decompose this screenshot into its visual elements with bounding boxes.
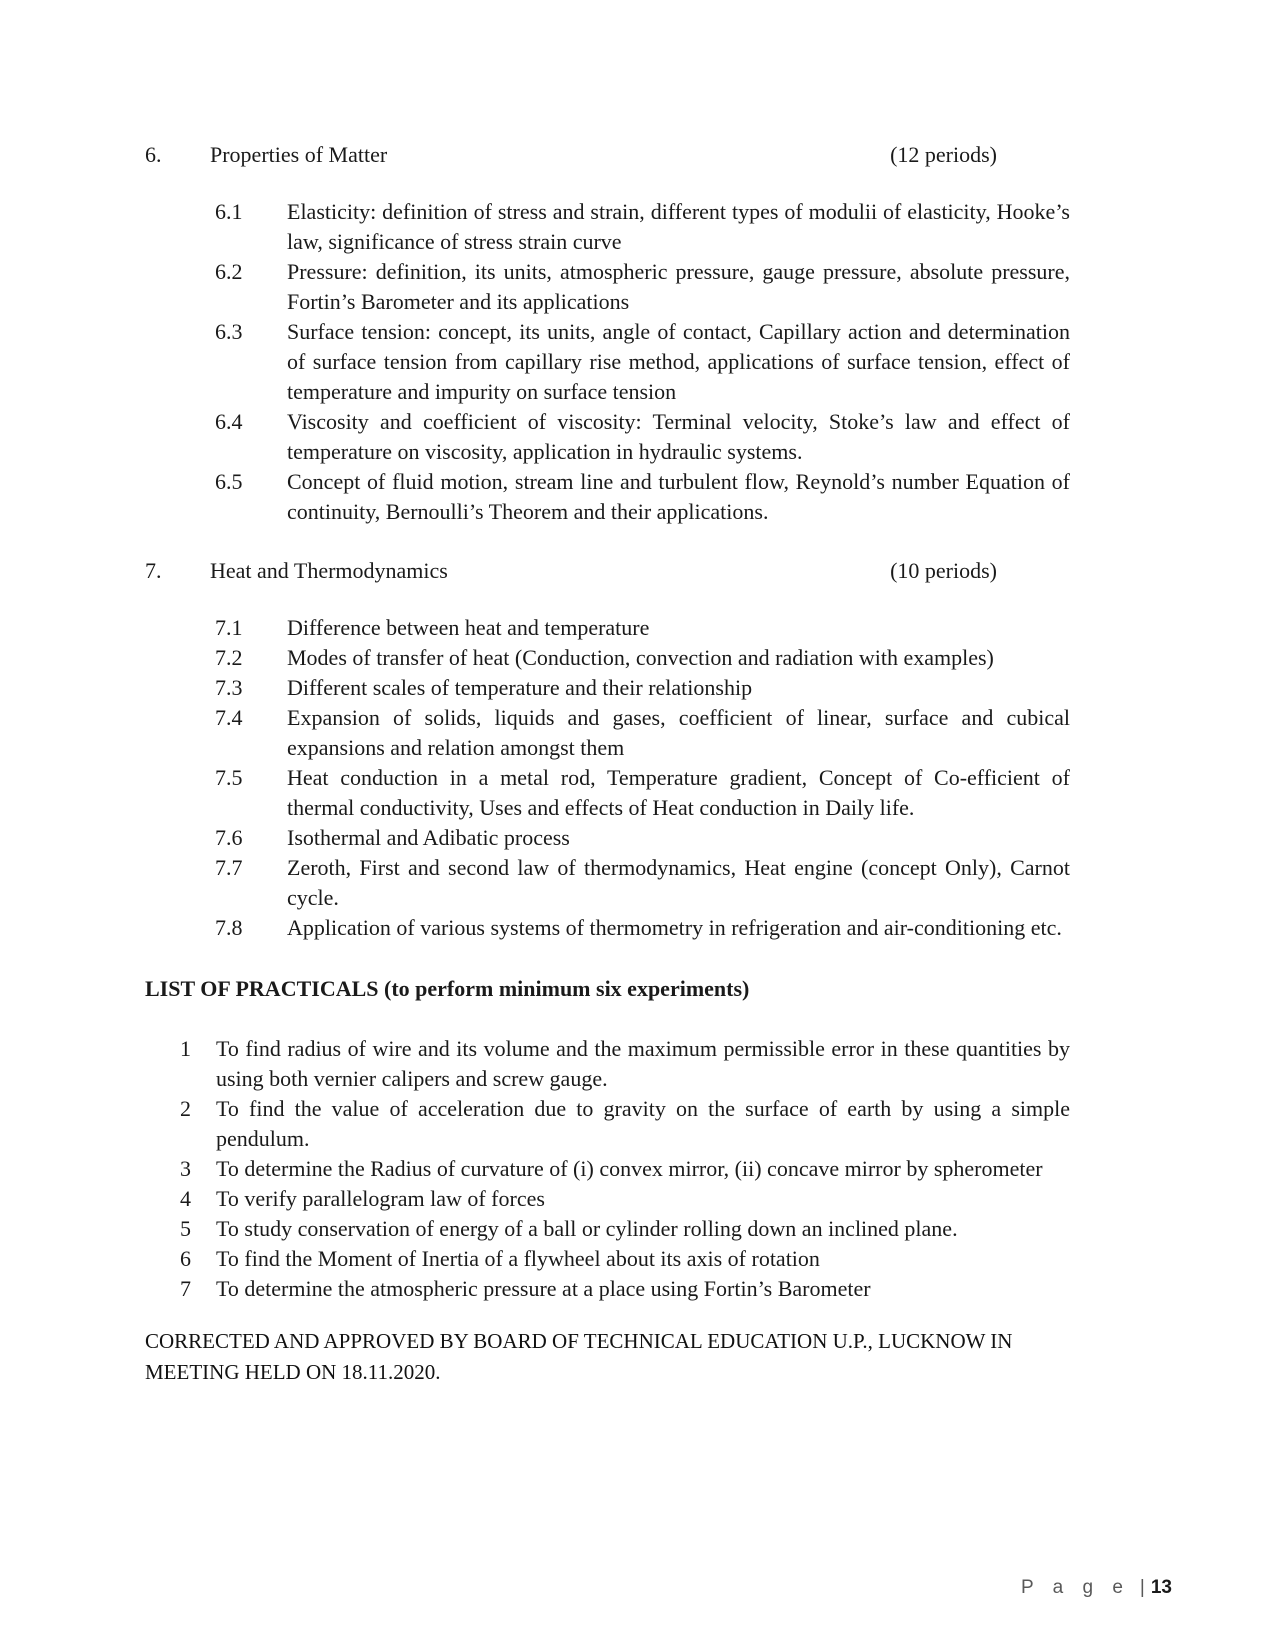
approval-note: CORRECTED AND APPROVED BY BOARD OF TECHNICAL EDUCATION U.P., LUCKNOW IN MEETING HELD ON 18.11.2020. — [145, 1329, 1013, 1384]
item-text: Elasticity: definition of stress and strain, different types of modulii of elasticity, Hooke’s law, significance of stress strain curve — [287, 199, 1070, 254]
practical-text: To verify parallelogram law of forces — [216, 1186, 545, 1211]
item-number: 6.1 — [215, 199, 243, 224]
syllabus-item — [215, 853, 1070, 913]
practical-text: To find radius of wire and its volume and the maximum permissible error in these quantities by using both vernier calipers and screw gauge. — [216, 1036, 1070, 1091]
section-heading — [145, 140, 1070, 170]
item-text: Heat conduction in a metal rod, Temperature gradient, Concept of Co-efficient of thermal conductivity, Uses and effects of Heat conduction in Daily life. — [287, 765, 1070, 820]
item-text: Isothermal and Adibatic process — [287, 825, 570, 850]
practical-item — [180, 1184, 1070, 1214]
item-number: 7.4 — [215, 705, 243, 730]
item-number: 7.8 — [215, 915, 243, 940]
practical-number: 5 — [180, 1216, 191, 1241]
section-items — [145, 613, 1070, 943]
practical-text: To determine the Radius of curvature of (i) convex mirror, (ii) concave mirror by spherometer — [216, 1156, 1043, 1181]
section-periods: (12 periods) — [890, 142, 997, 167]
practicals-heading: LIST OF PRACTICALS (to perform minimum six experiments) — [145, 976, 750, 1001]
practical-number: 1 — [180, 1036, 191, 1061]
item-text: Different scales of temperature and their relationship — [287, 675, 753, 700]
practical-text: To study conservation of energy of a ball or cylinder rolling down an inclined plane. — [216, 1216, 958, 1241]
syllabus-item — [215, 197, 1070, 257]
item-number: 7.3 — [215, 675, 243, 700]
item-number: 6.5 — [215, 469, 243, 494]
item-number: 6.3 — [215, 319, 243, 344]
item-number: 6.2 — [215, 259, 243, 284]
item-text: Concept of fluid motion, stream line and turbulent flow, Reynold’s number Equation of continuity, Bernoulli’s Theorem and their applications. — [287, 469, 1070, 524]
page-number-footer — [1021, 1573, 1172, 1603]
syllabus-item — [215, 317, 1070, 407]
section-title: Heat and Thermodynamics — [210, 558, 448, 583]
practical-item — [180, 1214, 1070, 1244]
item-text: Modes of transfer of heat (Conduction, convection and radiation with examples) — [287, 645, 994, 670]
syllabus-item — [215, 467, 1070, 527]
syllabus-item — [215, 703, 1070, 763]
practical-item — [180, 1034, 1070, 1094]
syllabus-item — [215, 407, 1070, 467]
practical-item — [180, 1244, 1070, 1274]
item-text: Viscosity and coefficient of viscosity: Terminal velocity, Stoke’s law and effect of temperature on viscosity, application in hydraulic systems. — [287, 409, 1070, 464]
section-heat-and-thermodynamics — [145, 556, 1070, 943]
syllabus-item — [215, 643, 1070, 673]
item-text: Expansion of solids, liquids and gases, coefficient of linear, surface and cubical expansions and relation amongst them — [287, 705, 1070, 760]
syllabus-item — [215, 913, 1070, 943]
section-title: Properties of Matter — [210, 142, 388, 167]
practical-number: 6 — [180, 1246, 191, 1271]
practical-text: To find the Moment of Inertia of a flywheel about its axis of rotation — [216, 1246, 820, 1271]
item-number: 7.6 — [215, 825, 243, 850]
item-number: 7.7 — [215, 855, 243, 880]
item-text: Difference between heat and temperature — [287, 615, 650, 640]
item-text: Application of various systems of thermometry in refrigeration and air-conditioning etc. — [287, 915, 1062, 940]
practical-number: 3 — [180, 1156, 191, 1181]
section-properties-of-matter — [145, 140, 1070, 527]
section-items — [145, 197, 1070, 527]
syllabus-item — [215, 823, 1070, 853]
page-separator: | — [1139, 1577, 1145, 1598]
item-number: 6.4 — [215, 409, 243, 434]
practical-text: To determine the atmospheric pressure at a place using Fortin’s Barometer — [216, 1276, 871, 1301]
section-number: 7. — [145, 558, 162, 583]
item-text: Surface tension: concept, its units, angle of contact, Capillary action and determination of surface tension from capillary rise method, applications of surface tension, effect of temperature and impurity on surface tension — [287, 319, 1070, 404]
syllabus-item — [215, 257, 1070, 317]
practical-item — [180, 1094, 1070, 1154]
page-number: 13 — [1150, 1577, 1172, 1598]
section-periods: (10 periods) — [890, 558, 997, 583]
practical-number: 4 — [180, 1186, 191, 1211]
item-number: 7.5 — [215, 765, 243, 790]
section-heading — [145, 556, 1070, 586]
page-label: P a g e — [1021, 1577, 1130, 1598]
practical-number: 7 — [180, 1276, 191, 1301]
syllabus-item — [215, 763, 1070, 823]
section-number: 6. — [145, 142, 162, 167]
syllabus-item — [215, 673, 1070, 703]
item-text: Zeroth, First and second law of thermodynamics, Heat engine (concept Only), Carnot cycle. — [287, 855, 1070, 910]
item-number: 7.2 — [215, 645, 243, 670]
item-text: Pressure: definition, its units, atmospheric pressure, gauge pressure, absolute pressure, Fortin’s Barometer and its applications — [287, 259, 1070, 314]
practicals-list — [145, 1034, 1070, 1304]
item-number: 7.1 — [215, 615, 243, 640]
syllabus-item — [215, 613, 1070, 643]
practical-text: To find the value of acceleration due to gravity on the surface of earth by using a simple pendulum. — [216, 1096, 1070, 1151]
practical-item — [180, 1274, 1070, 1304]
practical-number: 2 — [180, 1096, 191, 1121]
practical-item — [180, 1154, 1070, 1184]
